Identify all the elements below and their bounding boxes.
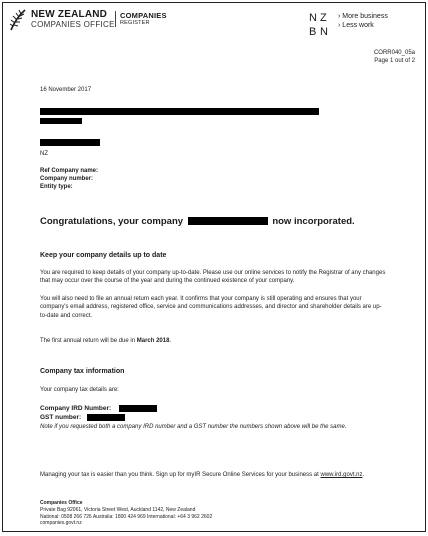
fern-logo-icon (8, 8, 28, 32)
redacted-gst-number (87, 414, 125, 421)
paragraph-keep-details: You are required to keep details of your company up-to-date. Please use our online services to notify the Registrar of any changes that may occur over the course of the year and during the continued existence of your company. (40, 270, 386, 285)
footer (40, 500, 212, 527)
arrow-right-icon: › (338, 13, 341, 20)
redacted-address-line (40, 118, 82, 124)
ird-link[interactable]: www.ird.govt.nz (320, 472, 363, 478)
redacted-address-line (40, 108, 319, 115)
page-number: Page 1 out of 2 (374, 58, 415, 64)
header-divider (115, 11, 116, 27)
footer-address: Private Bag 92061, Victoria Street West, Auckland 1142, New Zealand (40, 506, 196, 513)
svg-text:Z: Z (320, 12, 327, 24)
paragraph-first-return: The first annual return will be due in March 2018. (40, 338, 172, 344)
redacted-address-line (40, 139, 100, 146)
footer-org: Companies Office (40, 500, 83, 506)
paragraph-annual-return: You will also need to file an annual return each year. It confirms that your company is still operating and ensures that your company's email address, registered office, service and communications addresses, and director and shareholder details are up-to-date and correct. (40, 296, 382, 319)
redacted-company-name (188, 217, 268, 225)
letter-page (2, 2, 426, 532)
redacted-ird-number (119, 405, 157, 412)
footer-phones: National: 0508 266 726 Australia: 1800 424 969 International: +64 3 962 2602 (40, 513, 213, 520)
svg-text:N: N (309, 12, 317, 24)
ird-number-label: Company IRD Number: (40, 405, 112, 412)
company-meta (40, 167, 98, 191)
org-subtitle: COMPANIES OFFICE (31, 20, 115, 29)
reference-block (374, 49, 415, 65)
registry-sub: REGISTER (120, 20, 150, 26)
closing-paragraph: Managing your tax is easier than you think. Sign up for myIR Secure Online Services for your business at www.ird.govt.nz. (40, 472, 365, 478)
tax-note: Note if you requested both a company IRD number and a GST number the numbers shown above will be the same. (40, 424, 347, 430)
arrow-right-icon: › (338, 22, 341, 29)
nzbn-logo-icon (308, 10, 334, 38)
gst-number-label: GST number: (40, 414, 82, 421)
nzbn-tagline-line2: › Less work (338, 22, 374, 29)
ref-company-name-label: Ref Company name: (40, 168, 99, 174)
reference-code: CORR040_05a (373, 50, 415, 56)
congratulations-heading: Congratulations, your company now incorporated. (40, 216, 355, 227)
address-country: NZ (40, 151, 48, 157)
svg-text:N: N (320, 26, 328, 38)
footer-website[interactable]: companies.govt.nz (40, 520, 82, 527)
first-return-date: March 2018 (136, 338, 170, 344)
org-title: NEW ZEALAND (31, 9, 108, 20)
registry-name: COMPANIES (120, 11, 167, 20)
svg-text:B: B (309, 26, 317, 38)
letter-date: 16 November 2017 (40, 87, 92, 93)
tax-intro: Your company tax details are: (40, 387, 119, 393)
nzbn-tagline (338, 12, 388, 30)
nzbn-tagline-line1: › More business (338, 13, 388, 20)
entity-type-label: Entity type: (40, 184, 73, 190)
section-heading-tax: Company tax information (40, 368, 125, 375)
section-heading-details: Keep your company details up to date (40, 252, 167, 259)
company-number-label: Company number: (40, 176, 94, 182)
